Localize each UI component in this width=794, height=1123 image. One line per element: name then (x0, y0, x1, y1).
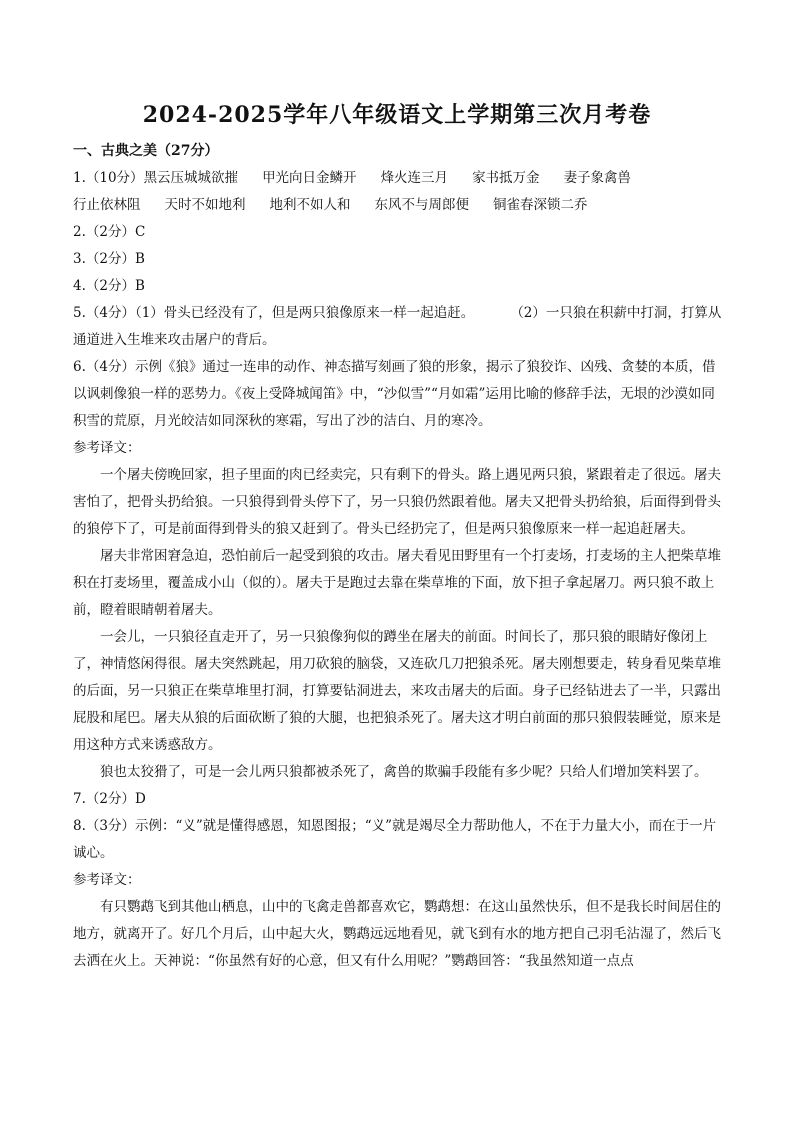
q1-term: 铜雀春深锁二乔 (493, 197, 588, 213)
q5-answer (73, 300, 723, 354)
q1-term: 地利不如人和 (269, 197, 351, 213)
q1-answer-cont (73, 192, 723, 219)
translation-paragraph: 有只鹦鹉飞到其他山栖息，山中的飞禽走兽都喜欢它，鹦鹉想：在这山虽然快乐，但不是我长时间居住的地方，就离开了。好几个月后，山中起大火，鹦鹉远远地看见，就飞到有水的地方把自己羽毛沾湿了，然后飞去洒在火上。天神说：“你虽然有好的心意，但又有什么用呢？”鹦鹉回答：“我虽然知道一点点 (73, 899, 721, 969)
page-title: 2024-2025学年八年级语文上学期第三次月考卷 (142, 102, 652, 128)
translation-paragraph: 狼也太狡猾了，可是一会儿两只狼都被杀死了，禽兽的欺骗手段能有多少呢？只给人们增加笑料罢了。 (100, 764, 708, 780)
q1-prefix: 1.（10分） (73, 170, 144, 186)
q2-answer: 2.（2分）C (73, 224, 146, 240)
q1-term: 烽火连三月 (380, 170, 449, 186)
q1-term: 甲光向日金鳞开 (262, 170, 357, 186)
q1-term: 天时不如地利 (164, 197, 246, 213)
q7-answer: 7.（2分）D (73, 791, 146, 807)
translation-paragraph: 一个屠夫傍晚回家，担子里面的肉已经卖完，只有剩下的骨头。路上遇见两只狼，紧跟着走了很远。屠夫害怕了，把骨头扔给狼。一只狼得到骨头停下了，另一只狼仍然跟着他。屠夫又把骨头扔给狼，后面得到骨头的狼停下了，可是前面得到骨头的狼又赶到了。骨头已经扔完了，但是两只狼像原来一样一起追赶屠夫。 (73, 467, 721, 537)
reference-translation-label: 参考译文： (73, 872, 141, 888)
q4-answer: 4.（2分）B (73, 278, 145, 294)
section-heading: 一、古典之美（27分） (73, 143, 219, 159)
q5-part1: 5.（4分）（1）骨头已经没有了，但是两只狼像原来一样一起追赶。 (73, 305, 475, 321)
q3-answer: 3.（2分）B (73, 251, 145, 267)
q1-term: 东风不与周郎便 (374, 197, 469, 213)
answer-content (73, 138, 723, 975)
q1-answer (73, 165, 723, 192)
q1-term: 家书抵万金 (472, 170, 540, 186)
q1-term: 妻子象禽兽 (563, 170, 632, 186)
translation-paragraph: 屠夫非常困窘急迫，恐怕前后一起受到狼的攻击。屠夫看见田野里有一个打麦场，打麦场的主人把柴草堆积在打麦场里，覆盖成小山（似的）。屠夫于是跑过去靠在柴草堆的下面，放下担子拿起屠刀。两只狼不敢上前，瞪着眼睛朝着屠夫。 (73, 548, 721, 618)
reference-translation-label: 参考译文： (73, 440, 141, 456)
q1-term: 黑云压城城欲摧 (143, 170, 239, 186)
q6-answer: 6.（4分）示例《狼》通过一连串的动作、神态描写刻画了狼的形象，揭示了狼狡诈、凶残、贪婪的本质，借以讽刺像狼一样的恶势力。《夜上受降城闻笛》中，“沙似雪”“月如霜”运用比喻的修辞手法，无垠的沙漠如同积雪的荒原，月光皎洁如同深秋的寒霜，写出了沙的洁白、月的寒冷。 (73, 359, 716, 429)
q1-term: 行止依林阻 (73, 197, 141, 213)
translation-paragraph: 一会儿，一只狼径直走开了，另一只狼像狗似的蹲坐在屠夫的前面。时间长了，那只狼的眼睛好像闭上了，神情悠闲得很。屠夫突然跳起，用刀砍狼的脑袋，又连砍几刀把狼杀死。屠夫刚想要走，转身看见柴草堆的后面，另一只狼正在柴草堆里打洞，打算要钻洞进去，来攻击屠夫的后面。身子已经钻进去了一半，只露出屁股和尾巴。屠夫从狼的后面砍断了狼的大腿，也把狼杀死了。屠夫这才明白前面的那只狼假装睡觉，原来是用这种方式来诱惑敌方。 (73, 629, 721, 753)
q8-answer: 8.（3分）示例：“义”就是懂得感恩，知恩图报；“义”就是竭尽全力帮助他人，不在于力量大小，而在于一片诚心。 (73, 818, 717, 861)
q5-part2: （2）一只狼在积薪中打洞，打算从通道进入生堆来攻击屠户的背后。 (73, 305, 722, 348)
